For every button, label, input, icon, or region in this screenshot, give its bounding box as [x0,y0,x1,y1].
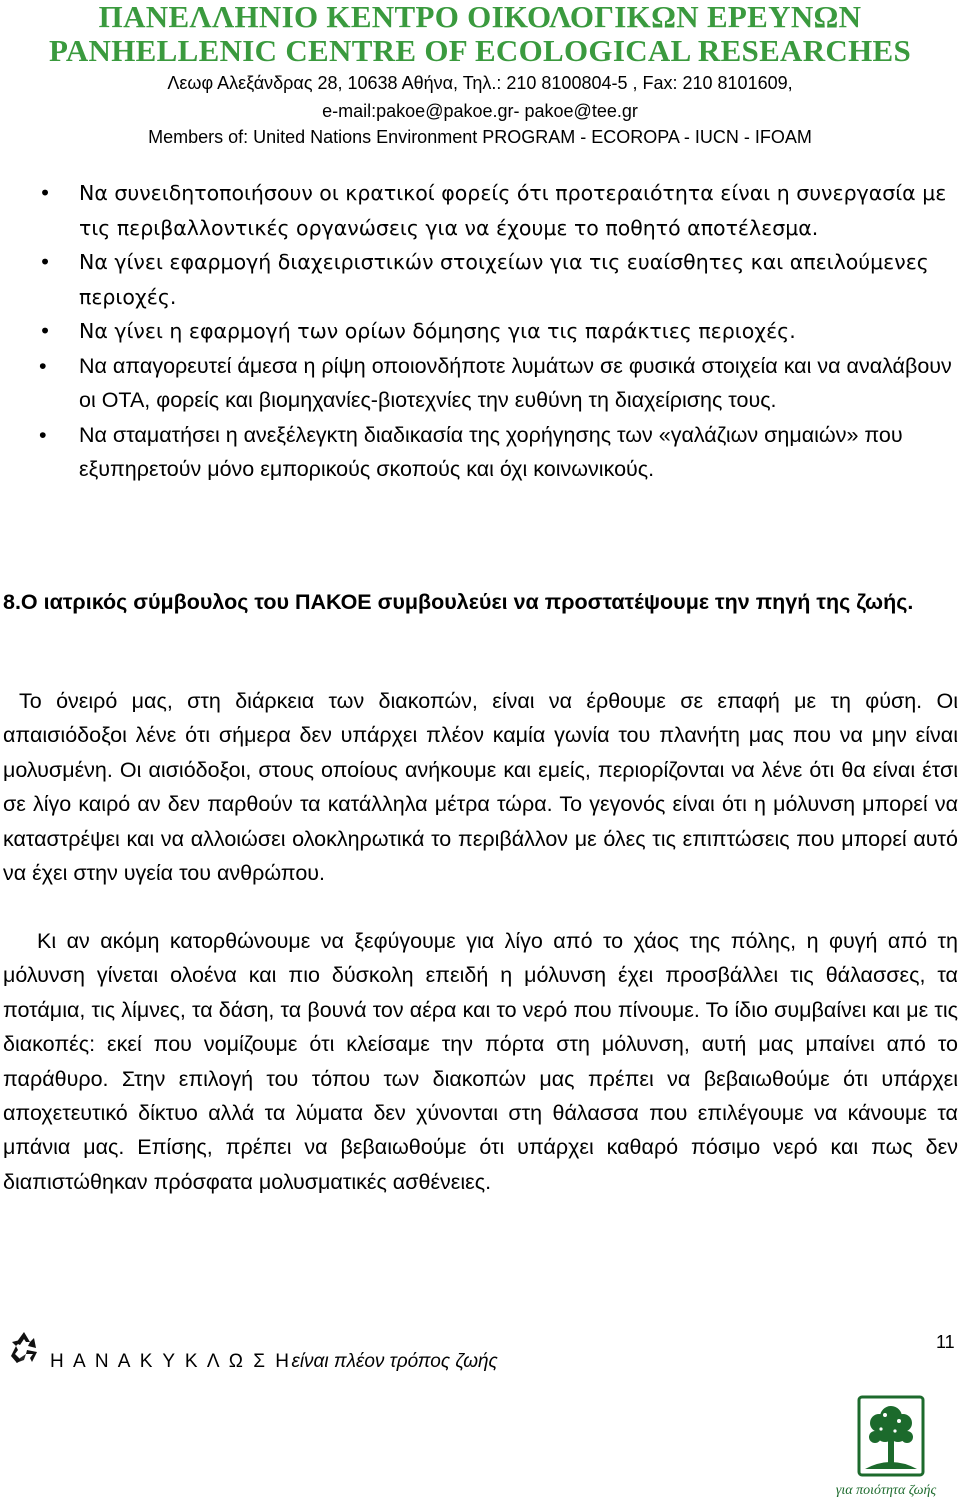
bullet-icon: • [39,181,52,205]
footer-slogan [50,1350,498,1374]
body-paragraph: Το όνειρό μας, στη διάρκεια των διακοπών, είναι να έρθουμε σε επαφή με τη φύση. Οι απαισιόδοξοι λένε ότι σήμερα δεν υπάρχει πλέον καμία γωνία του πλανήτη μας που να μην είναι μολυσμένη. Οι αισιόδοξοι, στους οποίους ανήκουμε και εμείς, περιορίζονται να λένε ότι θα είναι έτσι σε λίγο καιρό αν δεν παρθούν τα κατάλληλα μέτρα τώρα. Το γεγονός είναι ότι η μόλυνση μπορεί να καταστρέψει και να αλλοιώσει ολοκληρωτικά το περιβάλλον με όλες τις επιπτώσεις που μπορεί αυτό να έχει στην υγεία του ανθρώπου. [3,689,958,886]
organization-address: Λεωφ Αλεξάνδρας 28, 10638 Αθήνα, Τηλ.: 210 8100804-5 , Fax: 210 8101609, [167,73,793,93]
bullet-icon: • [39,353,47,378]
list-item [37,418,957,487]
list-item [37,349,957,418]
recycle-icon [6,1330,42,1366]
organization-email: e-mail:pakoe@pakoe.gr- pakoe@tee.gr [322,101,638,121]
body-paragraph: Κι αν ακόμη κατορθώνουμε να ξεφύγουμε για λίγο από το χάος της πόλης, η φυγή από τη μόλυνση γίνεται ολοένα και πιο δύσκολη επειδή η μόλυνση έχει προσβάλλει τις θάλασσες, τα ποτάμια, τις λίμνες, τα δάση, τα βουνά τον αέρα και το νερό που πίνουμε. Το ίδιο συμβαίνει και με τις διακοπές: εκεί που νομίζουμε ότι κλείσαμε την πόρτα στη μόλυνση, αυτή μας μπαίνει από το παράθυρο. Στην επιλογή του τόπου των διακοπών μας πρέπει να βεβαιωθούμε ότι υπάρχει αποχετευτικό δίκτυο αλλά τα λύματα δεν χύνονται στη θάλασσα που επιλέγουμε να κάνουμε τα μπάνια μας. Επίσης, πρέπει να βεβαιωθούμε ότι υπάρχει καθαρό πόσιμο νερό και πως δεν διαπιστώθηκαν πρόσφατα μολυσματικές ασθένειες. [3,929,958,1194]
bullet-icon: • [39,250,52,274]
organization-title-english: PANHELLENIC CENTRE OF ECOLOGICAL RESEARCHES [48,33,912,68]
footer-slogan-caps: Η Α Ν Α Κ Υ Κ Λ Ω Σ Η [50,1351,292,1372]
bullet-icon: • [39,422,47,447]
organization-title-greek: ΠΑΝΕΛΛΗΝΙΟ ΚΕΝΤΡΟ ΟΙΚΟΛΟΓΙΚΩΝ ΕΡΕΥΝΩΝ [98,0,862,34]
bullet-icon: • [39,319,52,343]
page-number: 11 [936,1332,955,1352]
list-item [37,176,957,245]
tree-logo-icon [855,1393,927,1479]
list-item [37,314,957,349]
recommendation-list [37,176,957,487]
list-item [37,245,957,314]
section-heading: 8.Ο ιατρικός σύμβουλος του ΠΑΚΟΕ συμβουλεύει να προστατέψουμε την πηγή της ζωής. [3,590,914,614]
organization-memberships: Members of: United Nations Environment PROGRAM - ECOROPA - IUCN - IFOAM [148,127,812,147]
list-item-text: Να σταματήσει η ανεξέλεγκτη διαδικασία της χορήγησης των «γαλάζιων σημαιών» που εξυπηρετούν μόνο εμπορικούς σκοπούς και όχι κοινωνικούς. [79,422,903,481]
list-item-text: Να γίνει η εφαρμογή των ορίων δόμησης για τις παράκτιες περιοχές. [79,319,796,343]
footer-slogan-rest: είναι πλέον τρόπος ζωής [291,1351,498,1372]
list-item-text: Να συνειδητοποιήσουν οι κρατικοί φορείς ότι προτεραιότητα είναι η συνεργασία με τις περιβαλλοντικές οργανώσεις για να έχουμε το ποθητό αποτέλεσμα. [79,181,947,240]
logo-caption: για ποιότητα ζωής [835,1483,937,1498]
list-item-text: Να απαγορευτεί άμεσα η ρίψη οποιονδήποτε λυμάτων σε φυσικά στοιχεία και να αναλάβουν οι ΟΤΑ, φορείς και βιομηχανίες-βιοτεχνίες την ευθύνη τη διαχείρισης τους. [79,353,952,412]
list-item-text: Να γίνει εφαρμογή διαχειριστικών στοιχείων για τις ευαίσθητες και απειλούμενες περιοχές. [79,250,929,309]
